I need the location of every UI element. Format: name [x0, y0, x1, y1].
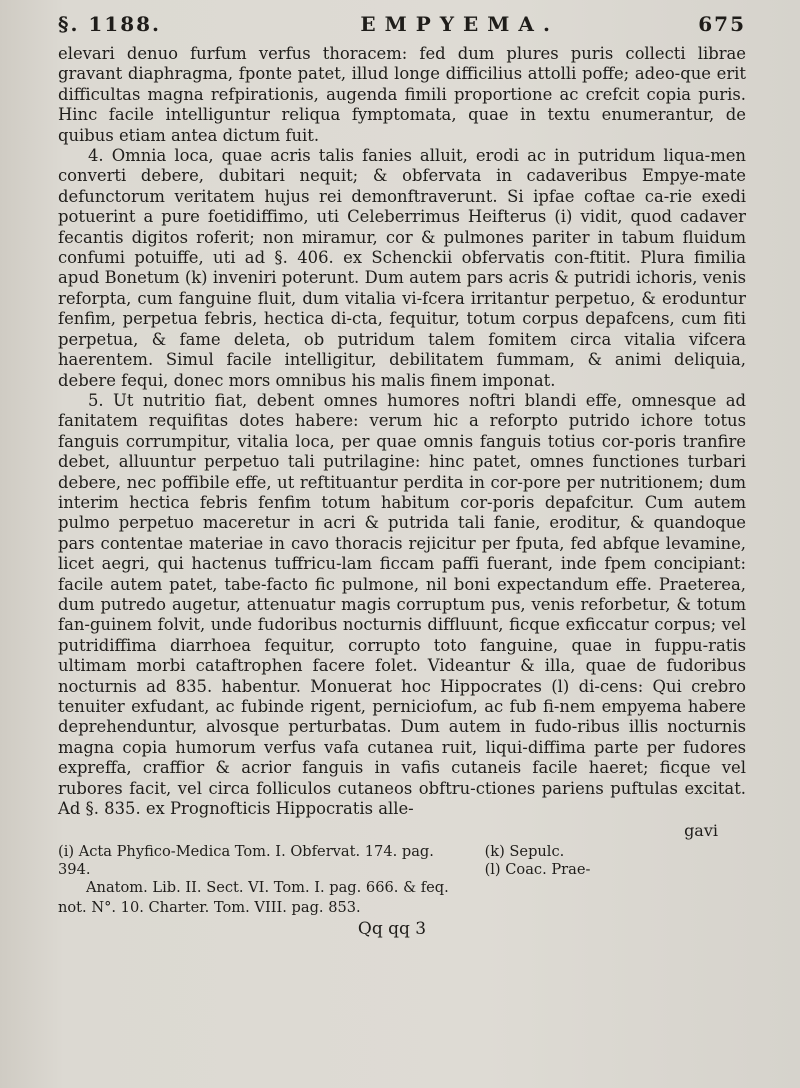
paragraph-continuation: elevari denuo furfum verfus thoracem: fed dum plures puris collecti librae gravant diaphragma, fponte patet, illud longe difficilius attolli poffe; adeo-que erit difficultas magna refpirationis, augenda fimili proportione ac crefcit copia puris. Hinc facile intelliguntur reliqua fymptomata, quae in textu enumerantur, de quibus etiam antea dictum fuit.	[58, 44, 746, 145]
footnotes-continued	[58, 899, 746, 917]
paragraph-4: 4. Omnia loca, quae acris talis fanies alluit, erodi ac in putridum liqua-men converti debere, dubitari nequit; & obfervata in cadaveribus Empye-mate defunctorum veritatem hujus rei demonftraverunt. Si ipfae coftae ca-rie exedi potuerint a pure foetidiffimo, uti Celeberrimus Heifterus (i) vidit, quod cadaver fecantis digitos roferit; non miramur, cor & pulmones pariter in tabum fluidum confumi potuiffe, uti ad §. 406. ex Schenckii obfervatis con-ftitit. Plura fimilia apud Bonetum (k) inveniri poterunt. Dum autem pars acris & putridi ichoris, venis reforpta, cum fanguine fluit, dum vitalia vi-fcera irritantur perpetuo, & eroduntur fenfim, perpetua febris, hectica di-cta, fequitur, totum corpus depafcens, cum fiti perpetua, & fame deleta, ob putridum talem fomitem circa vitalia vifcera haerentem. Simul facile intelligitur, debilitatem fummam, & animi deliquia, debere fequi, donec mors omnibus his malis finem imponat.	[58, 146, 746, 390]
footnotes-left	[58, 843, 471, 897]
footnotes-right	[485, 843, 746, 897]
footnote-l-line1: (l) Coac. Prae-	[484, 861, 591, 879]
footnote-i-line1: (i) Acta Phyfico-Medica Tom. I. Obfervat. 174. pag. 394.	[58, 843, 434, 879]
footnote-k-line1: (k) Sepulc.	[484, 843, 565, 861]
catchword: gavi	[684, 821, 718, 841]
main-text	[58, 44, 746, 819]
signature-mark: Qq qq 3	[357, 919, 427, 940]
footnotes	[58, 843, 746, 897]
paragraph-5: 5. Ut nutritio fiat, debent omnes humores noftri blandi effe, omnesque ad fanitatem requifitas dotes habere: verum hic a reforpto putrido ichore totus fanguis corrumpitur, vitalia loca, per quae omnis fanguis totius cor-poris tranfire debet, alluuntur perpetuo tali putrilagine: hinc patet, omnes functiones turbari debere, nec poffibile effe, ut reftituantur perdita in cor-pore per nutritionem; dum interim hectica febris fenfim totum habitum cor-poris depafcitur. Cum autem pulmo perpetuo maceretur in acri & putrida tali fanie, eroditur, & quandoque pars contentae materiae in cavo thoracis rejicitur per fputa, fed abfque levamine, licet aegri, qui hactenus tuffricu-lam ficcam paffi fuerant, inde fpem concipiant: facile autem patet, tabe-facto fic pulmone, nil boni expectandum effe. Praeterea, dum putredo augetur, attenuatur magis corruptum pus, venis reforbetur, & totum fan-guinem folvit, unde fudoribus nocturnis diffluunt, ficque exficcatur corpus; vel putridiffima diarrhoea fequitur, corrupto toto fanguine, quae in fuppu-ratis ultimam morbi cataftrophen facere folet. Videantur & illa, quae de fudoribus nocturnis ad 835. habentur. Monuerat hoc Hippocrates (l) di-cens: Qui crebro tenuiter exfudant, ac fubinde rigent, perniciofum, ac fub fi-nem empyema habere deprehenduntur, alvosque perturbatas. Dum autem in fudo-ribus illis nocturnis magna copia humorum verfus vafa cutanea ruit, liqui-diffima parte per fudores expreffa, craffior & acrior fanguis in vafis cutaneis facile haeret; ficque vel rubores facit, vel circa folliculos cutaneos obftru-ctiones pariens puftulas excitat. Ad §. 835. ex Prognofticis Hippocratis alle-	[58, 390, 746, 819]
footnote-l-line2: not. N°. 10. Charter. Tom. VIII. pag. 853.	[58, 899, 361, 917]
footnote-i-line2: Anatom. Lib. II. Sect. VI. Tom. I. pag. 666. & feq.	[86, 879, 449, 897]
page-number: 675	[698, 12, 746, 36]
running-title: EMPYEMA.	[360, 12, 559, 36]
page-header	[58, 12, 746, 40]
section-number: §. 1188.	[58, 12, 162, 36]
